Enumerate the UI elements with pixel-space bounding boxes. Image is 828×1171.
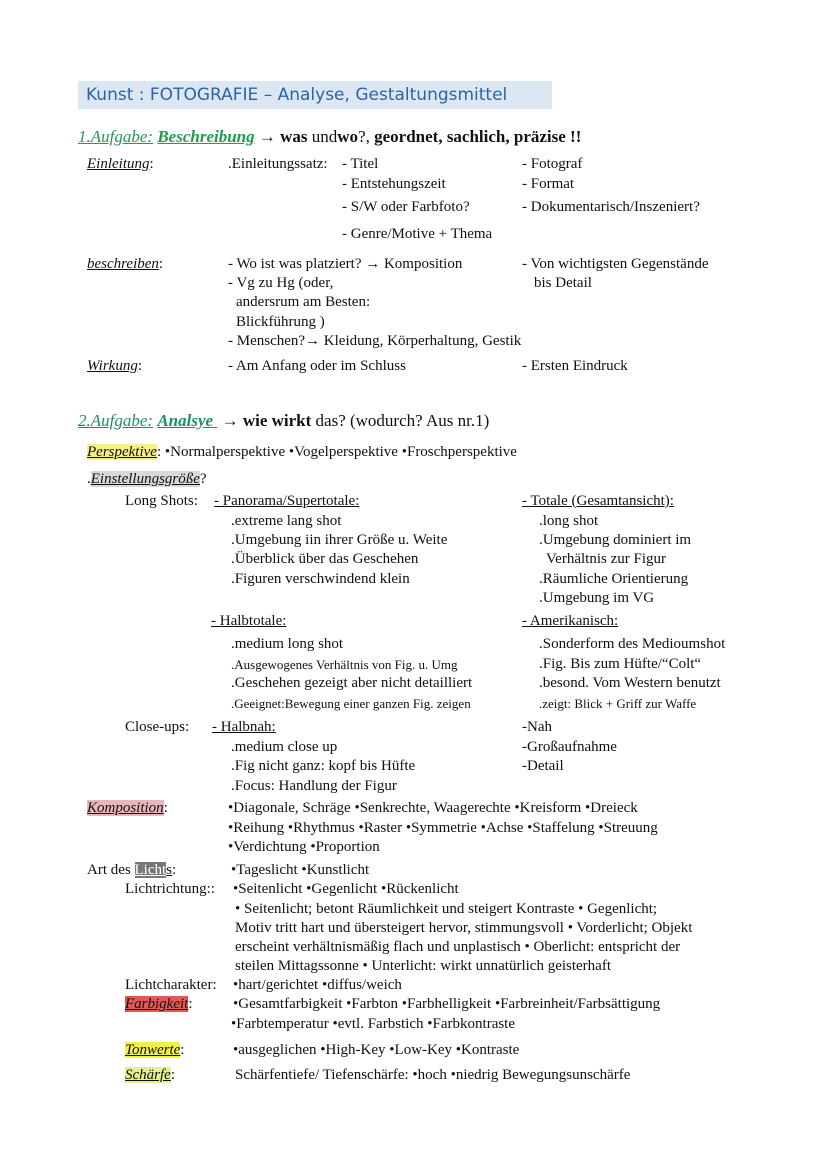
task1-wo: wo <box>337 127 359 146</box>
komposition-line-1: •Reihung •Rhythmus •Raster •Symmetrie •Achse •Staffelung •Streuung <box>228 820 658 836</box>
page-title-box <box>78 81 552 109</box>
beschreiben-line-3: Blickführung ) <box>236 314 325 330</box>
task2-arrow: → <box>221 411 239 430</box>
licht-detail-2: erscheint verhältnismäßig flach und unplastisch • Oberlicht: entspricht der <box>235 939 681 955</box>
halbtotale-item-3: .Geeignet:Bewegung einer ganzen Fig. zeigen <box>231 696 471 711</box>
perspektive-text: •Normalperspektive •Vogelperspektive •Froschperspektive <box>164 444 517 460</box>
halbnah-item-0: .medium close up <box>231 739 338 755</box>
totale-item-4: .Umgebung im VG <box>539 590 655 606</box>
perspektive-colon: : <box>156 444 162 460</box>
panorama-item-0: .extreme lang shot <box>231 513 342 529</box>
farbigkeit-label-wrap <box>125 995 193 1014</box>
task2-rest: das? (wodurch? Aus nr.1) <box>315 411 490 430</box>
panorama-item-3: .Figuren verschwindend klein <box>231 571 410 587</box>
amerikanisch-item-1: .Fig. Bis zum Hüfte/“Colt“ <box>539 656 702 672</box>
task2-heading <box>78 410 489 432</box>
einstellung-row <box>87 470 207 489</box>
halbtotale-head: - Halbtotale: <box>211 613 287 629</box>
close-ups-label: Close-ups: <box>125 719 190 735</box>
tonwerte-colon: : <box>180 1042 185 1058</box>
komposition-label-wrap <box>87 799 168 818</box>
amerikanisch-item-3: .zeigt: Blick + Griff zur Waffe <box>539 696 697 711</box>
panorama-head: - Panorama/Supertotale: <box>214 493 360 509</box>
panorama-item-2: .Überblick über das Geschehen <box>231 551 419 567</box>
totale-item-3: .Räumliche Orientierung <box>539 571 689 587</box>
licht-label-wrap <box>87 861 176 880</box>
einleitung-col1-2: - S/W oder Farbfoto? <box>342 199 470 215</box>
task1-q: ?, <box>358 127 370 146</box>
task1-arrow: → <box>258 127 276 146</box>
einstellung-q: ? <box>199 471 207 487</box>
beschreiben-right-1: bis Detail <box>534 275 592 291</box>
nah-item-0: -Nah <box>522 719 552 735</box>
licht-detail-1: Motiv tritt hart und übersteigert hervor, stimmungsvoll • Vorderlicht; Objekt <box>235 920 693 936</box>
tonwerte-label: Tonwerte <box>125 1042 181 1058</box>
komposition-label: Komposition <box>87 800 164 816</box>
einleitung-col2-2: - Dokumentarisch/Inszeniert? <box>522 199 700 215</box>
licht-label: Licht <box>134 862 167 878</box>
totale-item-0: .long shot <box>539 513 599 529</box>
amerikanisch-item-0: .Sonderform des Medioumshot <box>539 636 726 652</box>
task1-und: und <box>311 127 338 146</box>
einleitung-col1-1: - Entstehungszeit <box>342 176 446 192</box>
totale-head: - Totale (Gesamtansicht): <box>522 493 674 509</box>
einleitung-col1-3: - Genre/Motive + Thema <box>342 226 493 242</box>
beschreiben-line-0: - Wo ist was platziert? → Komposition <box>228 256 463 272</box>
komposition-line-2: •Verdichtung •Proportion <box>228 839 380 855</box>
farbigkeit-line-0: •Gesamtfarbigkeit •Farbton •Farbhelligkeit •Farbreinheit/Farbsättigung <box>233 996 661 1012</box>
einleitung-lead: .Einleitungssatz: <box>228 156 328 172</box>
einleitung-col2-0: - Fotograf <box>522 156 583 172</box>
wirkung-label-wrap <box>87 357 142 376</box>
schaerfe-label: Schärfe <box>125 1067 171 1083</box>
halbtotale-item-2: .Geschehen gezeigt aber nicht detailliert <box>231 675 473 691</box>
farbigkeit-line-1: •Farbtemperatur •evtl. Farbstich •Farbkontraste <box>231 1016 516 1032</box>
beschreiben-label-wrap <box>87 255 163 274</box>
tonwerte-label-wrap <box>125 1041 184 1060</box>
licht-detail-0: • Seitenlicht; betont Räumlichkeit und steigert Kontraste • Gegenlicht; <box>235 901 658 917</box>
wirkung-right: - Ersten Eindruck <box>522 358 628 374</box>
einleitung-col2-1: - Format <box>522 176 575 192</box>
wirkung-left: - Am Anfang oder im Schluss <box>228 358 406 374</box>
schaerfe-text: Schärfentiefe/ Tiefenschärfe: •hoch •niedrig Bewegungsunschärfe <box>235 1067 631 1083</box>
amerikanisch-head: - Amerikanisch: <box>522 613 619 629</box>
schaerfe-colon: : <box>170 1067 175 1083</box>
long-shots-label: Long Shots: <box>125 493 198 509</box>
farbigkeit-colon: : <box>188 996 193 1012</box>
task1-number: 1.Aufgabe: <box>78 127 154 146</box>
halbnah-item-1: .Fig nicht ganz: kopf bis Hüfte <box>231 758 416 774</box>
panorama-item-1: .Umgebung iin ihrer Größe u. Weite <box>231 532 448 548</box>
task1-heading <box>78 126 581 148</box>
perspektive-row <box>87 443 517 462</box>
lichtcharakter-text: •hart/gerichtet •diffus/weich <box>233 977 402 993</box>
komposition-line-0: •Diagonale, Schräge •Senkrechte, Waagerechte •Kreisform •Dreieck <box>228 800 638 816</box>
tonwerte-text: •ausgeglichen •High-Key •Low-Key •Kontraste <box>233 1042 520 1058</box>
halbnah-head: - Halbnah: <box>212 719 276 735</box>
task1-rest: geordnet, sachlich, präzise !! <box>374 127 582 146</box>
wirkung-label: Wirkung <box>87 358 138 374</box>
task2-bold: wie wirkt <box>242 411 312 430</box>
licht-prefix: Art des <box>87 862 131 878</box>
schaerfe-label-wrap <box>125 1066 175 1085</box>
nah-item-1: -Großaufnahme <box>522 739 617 755</box>
lichtcharakter-label: Lichtcharakter: <box>125 977 217 993</box>
halbtotale-item-1: .Ausgewogenes Verhältnis von Fig. u. Umg <box>231 657 458 672</box>
task2-number: 2.Aufgabe: <box>78 411 154 430</box>
halbtotale-item-0: .medium long shot <box>231 636 344 652</box>
licht-label-end: s <box>166 862 172 878</box>
beschreiben-line-2: andersrum am Besten: <box>236 294 371 310</box>
beschreiben-right-0: - Von wichtigsten Gegenstände <box>522 256 709 272</box>
farbigkeit-label: Farbigkeit <box>125 996 189 1012</box>
task1-was: was <box>280 127 308 146</box>
licht-text: •Tageslicht •Kunstlicht <box>231 862 370 878</box>
nah-item-2: -Detail <box>522 758 564 774</box>
einstellung-dot: . <box>87 471 91 487</box>
einleitung-label: Einleitung <box>87 156 150 172</box>
licht-detail-3: steilen Mittagssonne • Unterlicht: wirkt unnatürlich geisterhaft <box>235 958 611 974</box>
task1-keyword: Beschreibung <box>157 127 255 146</box>
einleitung-col1-0: - Titel <box>342 156 379 172</box>
wirkung-colon: : <box>137 358 143 374</box>
lichtrichtung-text: •Seitenlicht •Gegenlicht •Rückenlicht <box>233 881 459 897</box>
halbnah-item-2: .Focus: Handlung der Figur <box>231 778 397 794</box>
task2-keyword: Analsye <box>157 411 214 430</box>
einleitung-colon: : <box>149 156 154 172</box>
beschreiben-label: beschreiben <box>87 256 159 272</box>
totale-item-1: .Umgebung dominiert im <box>539 532 692 548</box>
licht-colon: : <box>172 862 177 878</box>
totale-item-2: Verhältnis zur Figur <box>546 551 666 567</box>
einleitung-label-wrap <box>87 155 154 174</box>
einstellung-label: Einstellungsgröße <box>90 471 200 487</box>
komposition-colon: : <box>163 800 168 816</box>
lichtrichtung-label: Lichtrichtung:: <box>125 881 215 897</box>
page-title: Kunst : FOTOGRAFIE – Analyse, Gestaltungsmittel <box>86 85 508 105</box>
beschreiben-line-1: - Vg zu Hg (oder, <box>228 275 334 291</box>
beschreiben-colon: : <box>158 256 164 272</box>
perspektive-label: Perspektive <box>87 444 157 460</box>
beschreiben-line-4: - Menschen?→ Kleidung, Körperhaltung, Gestik <box>228 333 522 349</box>
amerikanisch-item-2: .besond. Vom Western benutzt <box>539 675 721 691</box>
